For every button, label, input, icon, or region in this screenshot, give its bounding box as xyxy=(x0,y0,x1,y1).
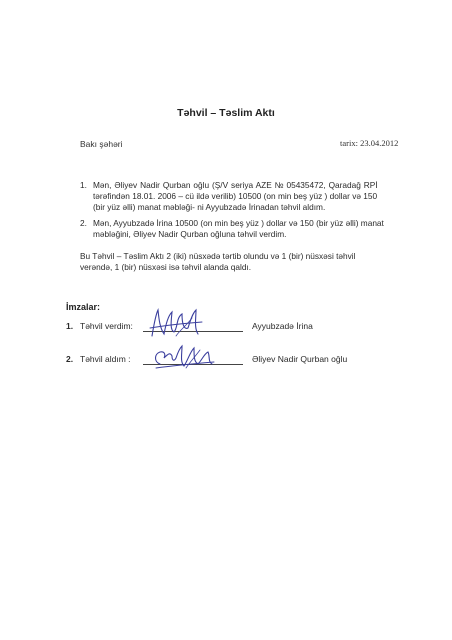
paragraph-body xyxy=(93,180,381,214)
signatures-heading: İmzalar: xyxy=(66,302,101,312)
paragraph-1 xyxy=(80,180,390,216)
signature-number: 2. xyxy=(66,354,74,364)
signer-name-1: Ayyubzadə İrina xyxy=(252,321,313,331)
signer-name-2: Əliyev Nadir Qurban oğlu xyxy=(252,354,348,364)
paragraph-number: 2. xyxy=(80,218,87,228)
document-title: Təhvil – Təslim Aktı xyxy=(177,107,275,119)
note-line: Bu Təhvil – Təslim Aktı 2 (iki) nüsxədə tərtib olundu və 1 (bir) nüsxəsi təhvil xyxy=(80,251,356,261)
paragraph-line: tərəfindən 18.01. 2006 – cü ildə verilib) 10500 (on min beş yüz ) dollar və 150 xyxy=(93,191,378,202)
paragraph-line: Mən, Ayyubzadə İrina 10500 (on min beş yüz ) dollar və 150 (bir yüz əlli) manat xyxy=(93,218,384,228)
signature-label: Təhvil aldım : xyxy=(80,354,131,364)
note-line: verəndə, 1 (bir) nüsxəsi isə təhvil alanda qaldı. xyxy=(80,262,252,273)
paragraph-line: məbləğini, Əliyev Nadir Qurban oğluna təhvil verdim. xyxy=(93,229,287,240)
paragraph-body xyxy=(93,218,384,240)
signature-number: 1. xyxy=(66,321,74,331)
paragraph-line: Mən, Əliyev Nadir Qurban oğlu (Ş/V seriya AZE № 05435472, Qaradağ RPİ xyxy=(93,180,378,190)
city-label: Bakı şəhəri xyxy=(80,139,123,149)
handwritten-signature-2 xyxy=(150,342,220,372)
signature-label: Təhvil verdim: xyxy=(80,321,133,331)
paragraph-number: 1. xyxy=(80,180,87,190)
paragraph-2 xyxy=(80,218,390,244)
copies-note xyxy=(80,251,355,273)
handwritten-signature-1 xyxy=(146,306,208,340)
paragraph-line: (bir yüz əlli) manat məbləği- ni Ayyubzadə İrinadan təhvil aldım. xyxy=(93,202,326,213)
date-label: tarix: 23.04.2012 xyxy=(340,138,399,148)
